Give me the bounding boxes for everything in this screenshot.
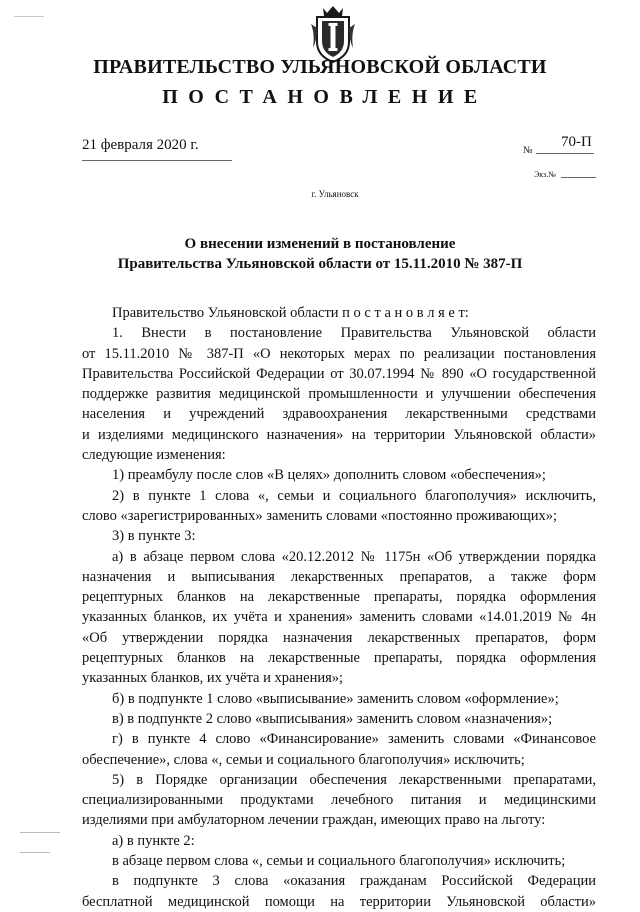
body-line: рецептурных бланков на лекарственные препараты, порядка оформления	[82, 650, 596, 667]
scan-mark	[20, 852, 50, 853]
body-line: населения и учреждений здравоохранения лекарственными средствами	[82, 406, 596, 423]
document-number: 70-П	[561, 134, 592, 150]
title-line: Правительства Ульяновской области от 15.11.2010 № 387-П	[117, 256, 523, 272]
body-line: бесплатной медицинской помощи на территории Ульяновской области»	[82, 893, 596, 910]
body-line: Правительство Ульяновской области п о с т а н о в л я е т:	[112, 305, 469, 321]
body-line: назначения и выписывания лекарственных препаратов, а также форм	[82, 568, 596, 585]
body-line: обеспечение», слова «, семьи и социального благополучия» исключить;	[82, 751, 525, 768]
body-line: Правительства Российской Федерации от 30.07.1994 № 890 «О государственной	[82, 365, 596, 382]
body-line: указанных бланков, их учёта и хранения» заменить словами «14.01.2019 № 4н	[82, 609, 596, 626]
body-line: и изделиями медицинского назначения» на территории Ульяновской области»	[82, 426, 596, 443]
document-type: ПОСТАНОВЛЕНИЕ	[162, 86, 488, 108]
scan-mark	[14, 16, 44, 17]
body-line: 1) преамбулу после слов «В целях» дополнить словом «обеспечения»;	[112, 467, 546, 484]
body-line: 1. Внести в постановление Правительства Ульяновской области	[112, 325, 596, 342]
body-line: следующие изменения:	[82, 447, 226, 464]
copy-underline	[561, 177, 596, 178]
document-body	[82, 303, 596, 912]
body-line: указанных бланков, их учёта и хранения»;	[82, 670, 344, 687]
document-date: 21 февраля 2020 г.	[82, 137, 199, 153]
city: г. Ульяновск	[311, 189, 359, 199]
document-title	[0, 234, 640, 274]
body-line: г) в пункте 4 слово «Финансирование» заменить словами «Финансовое	[112, 731, 596, 748]
copy-label: Экз.№	[534, 170, 556, 179]
body-line: а) в абзаце первом слова «20.12.2012 № 1175н «Об утверждении порядка	[112, 548, 596, 565]
organization-title: ПРАВИТЕЛЬСТВО УЛЬЯНОВСКОЙ ОБЛАСТИ	[93, 56, 547, 78]
body-line: «Об утверждении порядка назначения лекарственных препаратов, форм	[82, 629, 596, 646]
body-line: специализированными продуктами лечебного питания и медицинскими	[82, 792, 596, 809]
body-line: рецептурных бланков на лекарственные препараты, порядка оформления	[82, 589, 596, 606]
body-line: б) в подпункте 1 слово «выписывание» заменить словом «оформление»;	[112, 690, 559, 707]
body-line: изделиями при амбулаторном лечении граждан, имеющих право на льготу:	[82, 812, 546, 829]
body-line: поддержке развития медицинской промышленности и улучшении обеспечения	[82, 386, 596, 403]
body-line: 2) в пункте 1 слова «, семьи и социального благополучия» исключить,	[112, 487, 596, 504]
body-line: 5) в Порядке организации обеспечения лекарственными препаратами,	[112, 771, 596, 788]
title-line: О внесении изменений в постановление	[184, 236, 456, 252]
scan-mark	[20, 832, 60, 833]
number-sign: №	[523, 145, 533, 156]
body-line: от 15.11.2010 № 387-П «О некоторых мерах по реализации постановления	[82, 345, 596, 362]
body-line: в) в подпункте 2 слово «выписывания» заменить словом «назначения»;	[112, 710, 553, 727]
body-line: 3) в пункте 3:	[112, 528, 196, 545]
number-underline	[536, 153, 594, 154]
date-underline	[82, 160, 232, 161]
body-line: а) в пункте 2:	[112, 832, 195, 849]
body-line: слово «зарегистрированных» заменить словами «постоянно проживающих»;	[82, 507, 558, 524]
body-line: в подпункте 3 слова «оказания гражданам Российской Федерации	[112, 873, 596, 890]
coat-of-arms-icon	[307, 4, 359, 64]
body-line: в абзаце первом слова «, семьи и социального благополучия» исключить;	[112, 853, 566, 870]
